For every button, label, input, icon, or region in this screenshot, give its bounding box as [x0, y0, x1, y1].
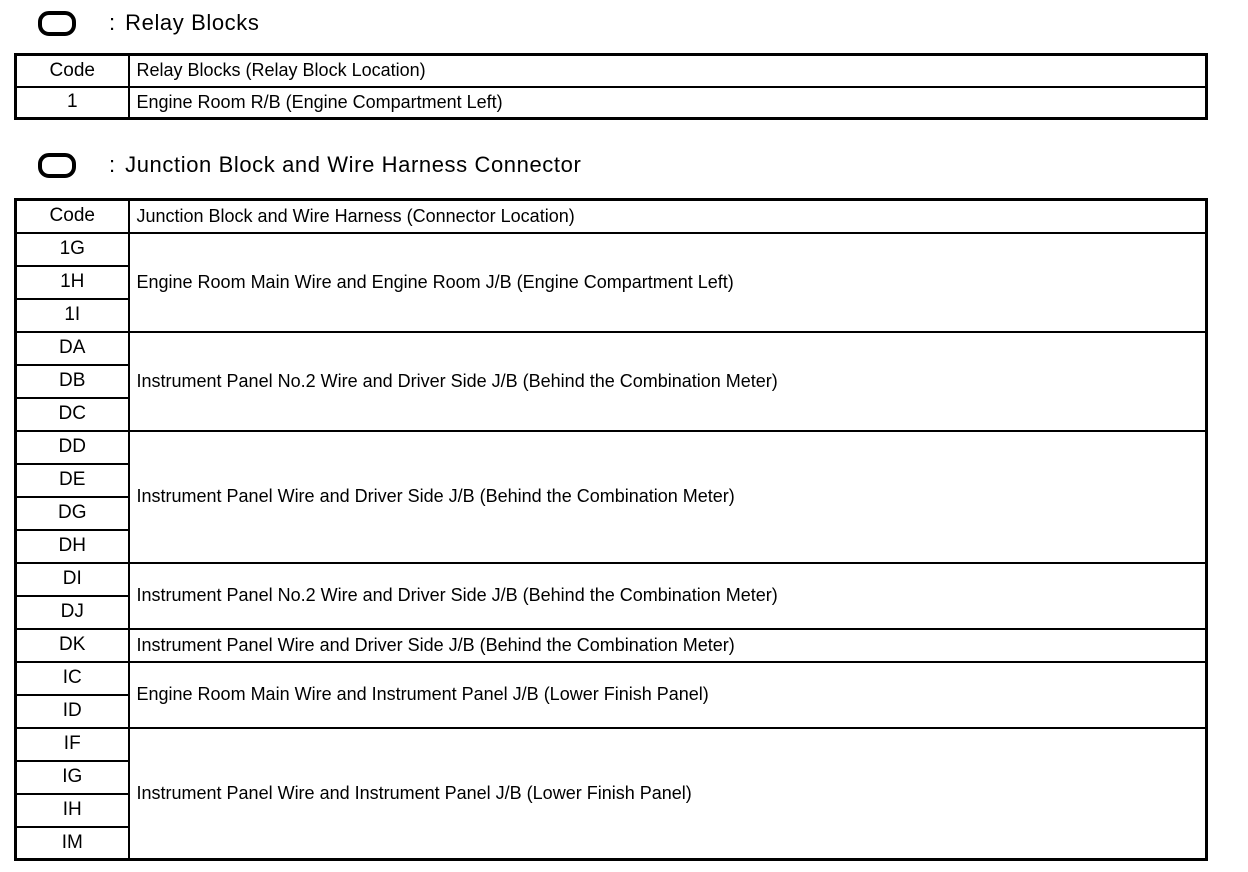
connector-code-cell: DH: [16, 530, 129, 563]
junction-block-header: [38, 148, 581, 182]
connector-code-cell: DE: [16, 464, 129, 497]
table-row: [16, 431, 1207, 464]
connector-code-cell: IG: [16, 761, 129, 794]
connector-code-cell: IF: [16, 728, 129, 761]
table-row: [16, 662, 1207, 695]
table-row: [16, 563, 1207, 596]
junction-table-header-row: [16, 200, 1207, 233]
table-row: [16, 233, 1207, 266]
connector-location-cell: Instrument Panel No.2 Wire and Driver Side J/B (Behind the Combination Meter): [129, 563, 1207, 629]
relay-header-location: Relay Blocks (Relay Block Location): [129, 55, 1207, 87]
connector-location-cell: Engine Room Main Wire and Engine Room J/B (Engine Compartment Left): [129, 233, 1207, 332]
connector-location-cell: Instrument Panel Wire and Instrument Panel J/B (Lower Finish Panel): [129, 728, 1207, 860]
connector-code-cell: DJ: [16, 596, 129, 629]
junction-header-location: Junction Block and Wire Harness (Connector Location): [129, 200, 1207, 233]
junction-colon: :: [109, 152, 116, 177]
relay-table-header-row: [16, 55, 1207, 87]
relay-header-code: Code: [16, 55, 129, 87]
junction-block-table: [14, 198, 1208, 861]
connector-code-cell: 1G: [16, 233, 129, 266]
connector-code-cell: DA: [16, 332, 129, 365]
table-row: [16, 87, 1207, 119]
table-row: [16, 629, 1207, 662]
connector-code-cell: ID: [16, 695, 129, 728]
relay-location-cell: Engine Room R/B (Engine Compartment Left): [129, 87, 1207, 119]
table-row: [16, 728, 1207, 761]
relay-blocks-header: [38, 6, 259, 40]
relay-blocks-table: [14, 53, 1208, 120]
connector-code-cell: DI: [16, 563, 129, 596]
connector-code-cell: DD: [16, 431, 129, 464]
connector-code-cell: DK: [16, 629, 129, 662]
connector-code-cell: DG: [16, 497, 129, 530]
relay-colon: :: [109, 10, 116, 35]
connector-code-cell: IM: [16, 827, 129, 860]
relay-code-cell: 1: [16, 87, 129, 119]
connector-code-cell: IC: [16, 662, 129, 695]
connector-code-cell: DC: [16, 398, 129, 431]
junction-block-symbol-icon: [38, 153, 76, 178]
junction-header-code: Code: [16, 200, 129, 233]
connector-location-cell: Instrument Panel Wire and Driver Side J/B (Behind the Combination Meter): [129, 629, 1207, 662]
connector-location-cell: Instrument Panel Wire and Driver Side J/B (Behind the Combination Meter): [129, 431, 1207, 563]
connector-code-cell: IH: [16, 794, 129, 827]
connector-code-cell: 1I: [16, 299, 129, 332]
relay-block-symbol-icon: [38, 11, 76, 36]
connector-location-cell: Instrument Panel No.2 Wire and Driver Side J/B (Behind the Combination Meter): [129, 332, 1207, 431]
connector-code-cell: DB: [16, 365, 129, 398]
junction-section-title: Junction Block and Wire Harness Connector: [125, 152, 582, 177]
relay-section-title: Relay Blocks: [125, 10, 260, 35]
table-row: [16, 332, 1207, 365]
connector-code-cell: 1H: [16, 266, 129, 299]
connector-location-cell: Engine Room Main Wire and Instrument Panel J/B (Lower Finish Panel): [129, 662, 1207, 728]
